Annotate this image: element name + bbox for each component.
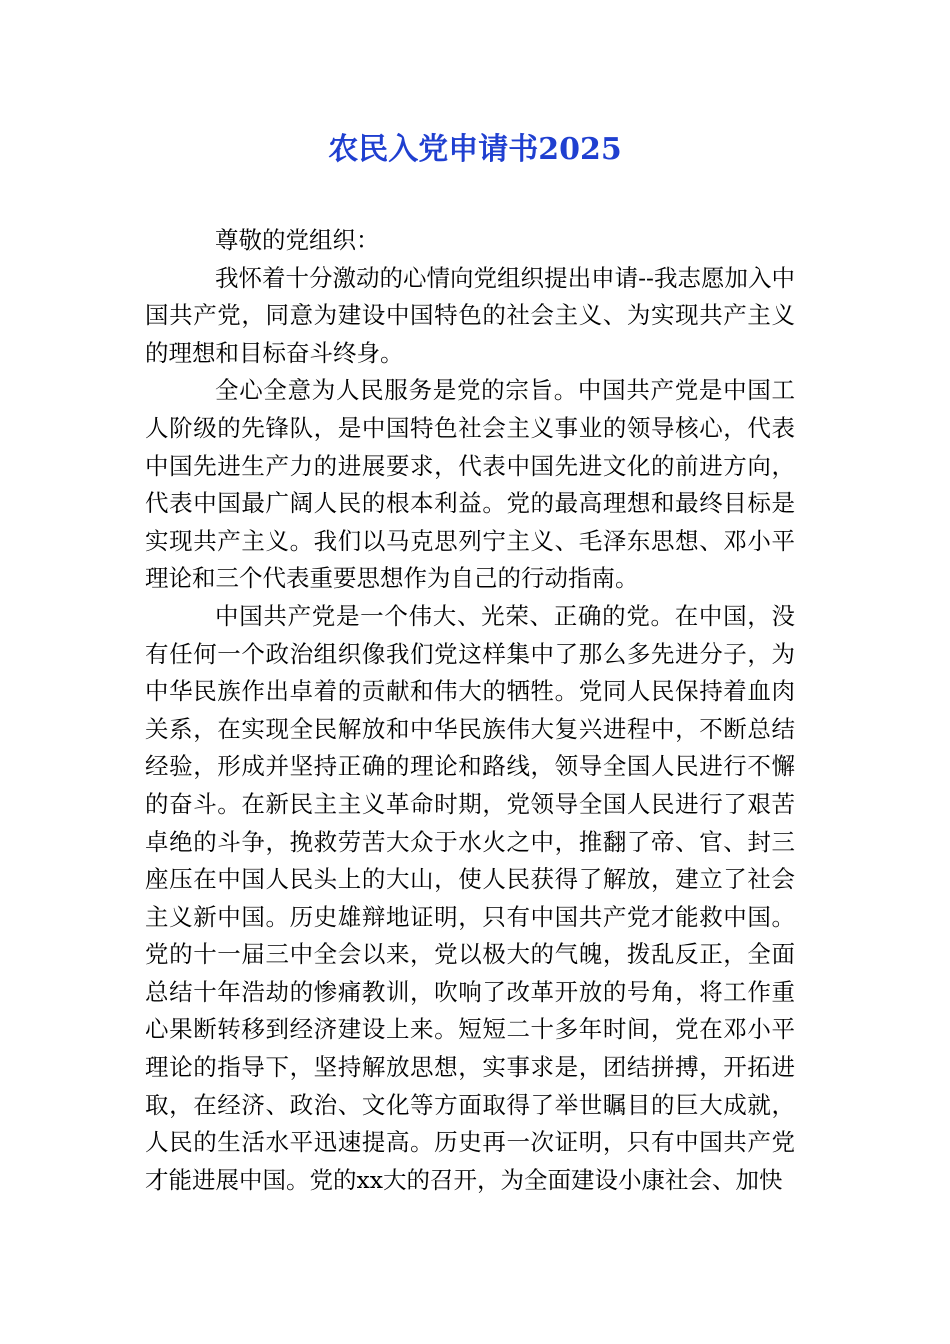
paragraph-3: 中国共产党是一个伟大、光荣、正确的党。在中国，没有任何一个政治组织像我们党这样集中了那么多先进分子，为中华民族作出卓着的贡献和伟大的牺牲。党同人民保持着血肉关系，在实现全民解放和中华民族伟大复兴进程中，不断总结经验，形成并坚持正确的理论和路线，领导全国人民进行不懈的奋斗。在新民主主义革命时期，党领导全国人民进行了艰苦卓绝的斗争，挽救劳苦大众于水火之中，推翻了帝、官、封三座压在中国人民头上的大山，使人民获得了解放，建立了社会主义新中国。历史雄辩地证明，只有中国共产党才能救中国。党的十一届三中全会以来，党以极大的气魄，拨乱反正，全面总结十年浩劫的惨痛教训，吹响了改革开放的号角，将工作重心果断转移到经济建设上来。短短二十多年时间，党在邓小平理论的指导下，坚持解放思想，实事求是，团结拼搏，开拓进取，在经济、政治、文化等方面取得了举世瞩目的巨大成就，人民的生活水平迅速提高。历史再一次证明，只有中国共产党才能进展中国。党的xx大的召开，为全面建设小康社会、加快: [145, 601, 795, 1194]
paragraph-1: 我怀着十分激动的心情向党组织提出申请--我志愿加入中国共产党，同意为建设中国特色的社会主义、为实现共产主义的理想和目标奋斗终身。: [145, 263, 795, 367]
paragraph-2: 全心全意为人民服务是党的宗旨。中国共产党是中国工人阶级的先锋队，是中国特色社会主义事业的领导核心，代表中国先进生产力的进展要求，代表中国先进文化的前进方向，代表中国最广阔人民的根本利益。党的最高理想和最终目标是实现共产主义。我们以马克思列宁主义、毛泽东思想、邓小平理论和三个代表重要思想作为自己的行动指南。: [145, 376, 795, 593]
document-title: 农民入党申请书2025: [328, 132, 622, 167]
salutation: 尊敬的党组织：: [215, 226, 380, 254]
document-body: [145, 222, 795, 1199]
